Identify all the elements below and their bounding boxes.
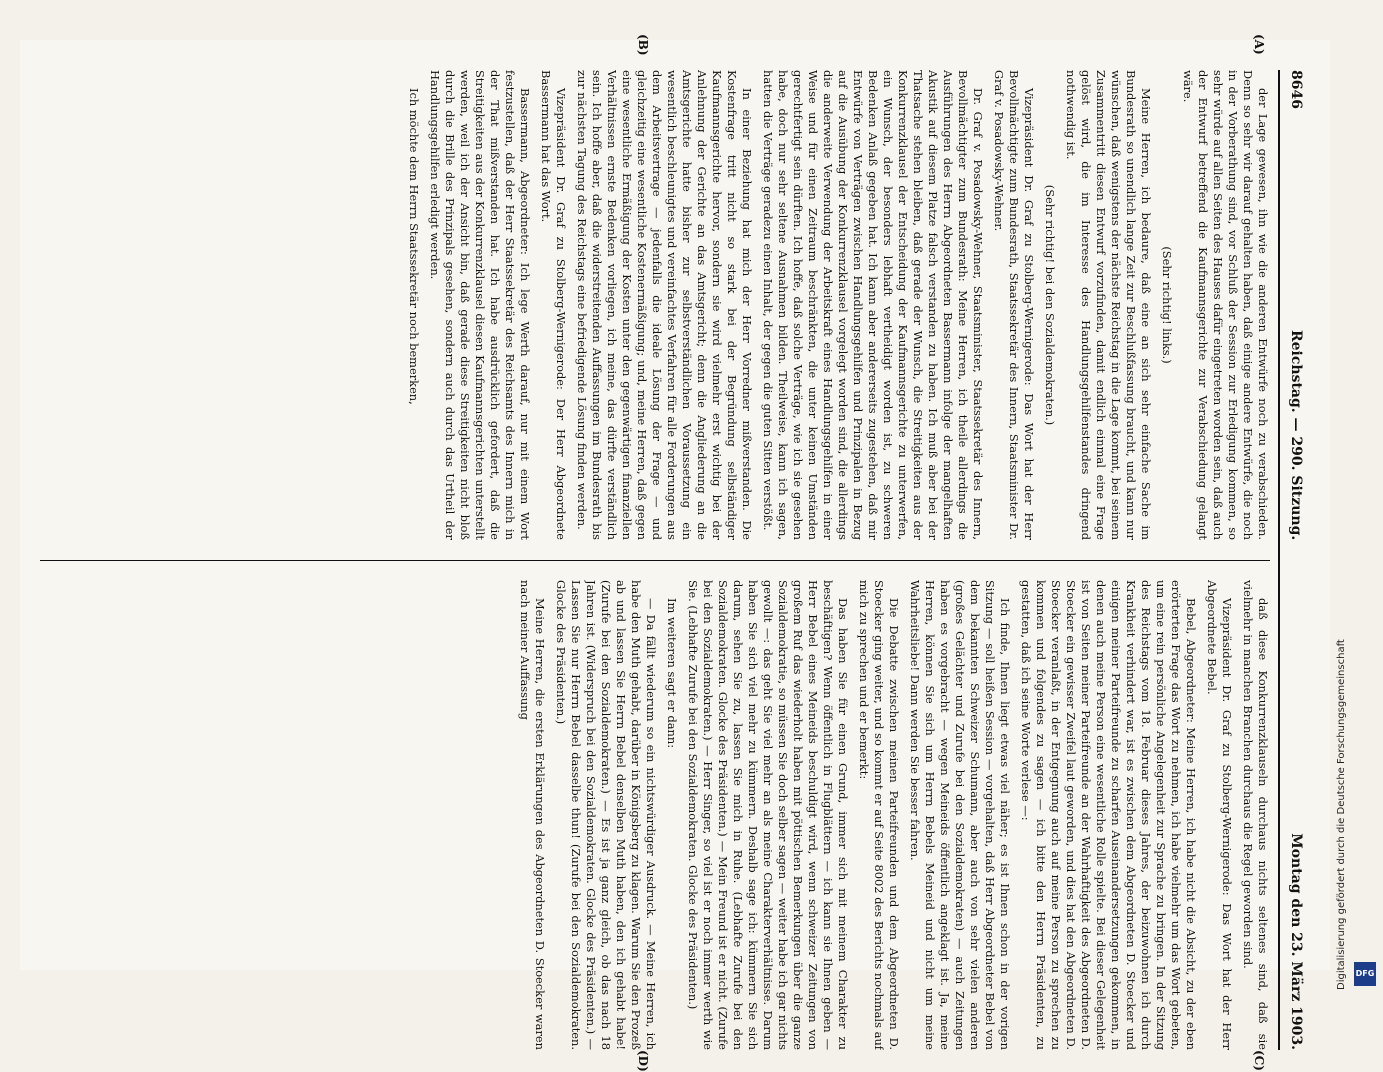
- page-number: 8646: [1288, 70, 1304, 109]
- interjection: (Sehr richtig! links.): [1160, 246, 1174, 364]
- page-header: [1278, 70, 1310, 1050]
- paragraph: Vizepräsident Dr. Graf zu Stolberg-Wernigerode: Der Herr Abgeordnete Bassermann hat das Wort.: [539, 70, 568, 540]
- margin-marker-c: (C): [1252, 1050, 1266, 1071]
- margin-marker-b: (B): [636, 34, 650, 56]
- paragraph: der Lage gewesen, ihn wie die anderen Entwürfe noch zu verabschieden. Denn so sehr wir darauf gehalten haben, daß einige andere Entwürfe, die noch in der Vorberathung sind, vor Schluß der Session zur Erledigung kommen, so sehr würde auf allen Seiten des Hauses dafür eingetreten worden sein, daß auch der Entwurf betreffend die Kaufmannsgerichte zur Verabschiedung gelangt wäre.: [1181, 70, 1270, 540]
- quotation: — Da fällt wiederum so ein nichtswürdiger Ausdruck. — Meine Herren, ich habe den Muth gehabt, darüber in Königsberg zu klagen. Warum Sie den Prozeß ab und lassen Sie Herrn Bebel denselben Muth haben, den ich gehabt habe! (Zurufe bei den Sozialdemokraten.) — Es ist ja ganz gleich, ob das nach 18 Jahren ist. (Widerspruch bei den Sozialdemokraten. Glocke des Präsidenten.) — Lassen Sie nur Herrn Bebel dasselbe thun! (Zurufe bei den Sozialdemokraten. Glocke des Präsidenten.): [554, 580, 658, 1050]
- right-text-column: [40, 580, 1270, 1050]
- paragraph: Meine Herren, die ersten Erklärungen des Abgeordneten D. Stoecker waren nach meiner Auffassung: [518, 580, 547, 1050]
- margin-marker-a: (A): [1252, 34, 1266, 55]
- quotation: Ich finde, Ihnen liegt etwas viel näher; es ist Ihnen schon in der vorigen Sitzung — soll heißen Session — vorgehalten, daß Herr Abgeordneter Bebel von dem bekannten Schweizer Schumann, aber auch von sehr vielen anderen (großes Gelächter und Zurufe bei den Sozialdemokraten) — auch Zeitungen haben es vorgebracht — wegen Meineids öffentlich angeklagt ist. Ja, meine Herren, können Sie sich um Herrn Bebels Meineid und nicht um meine Wahrheitsliebe! Dann werden Sie besser fahren.: [908, 580, 1012, 1050]
- document-page: [20, 34, 1330, 1072]
- paragraph: Dr. Graf v. Posadowsky-Wehner, Staatsminister, Staatssekretär des Innern, Bevollmächtigter zum Bundesrath: Meine Herren, ich theile allerdings die Ausführungen des Herrn Abgeordneten Bassermann infolge der mangelhaften Akustik auf diesem Platze falsch verstanden zu haben. Ich muß aber bei der Thatsache stehen bleiben, daß gerade der Wunsch, die Streitigkeiten aus der Konkurrenzklausel der Entscheidung der Kaufmannsgerichte zu unterwerfen, ein Wunsch, der besonders lebhaft vertheidigt worden ist, zu schweren Bedenken Anlaß gegeben hat. Ich kann aber andererseits zugestehen, daß mir Entwürfe von Verträgen zwischen Handlungsgehilfen und Prinzipalen in Bezug auf die Ausübung der Konkurrenzklausel vorgelegt worden sind, die allerdings die anderweite Verwendung der Arbeitskraft eines Handlungsgehilfen in einer Weise und für einen Zeitraum beschränkten, die unter keinen Umständen gerechtfertigt sein dürften. Ich hoffe, daß solche Verträge, wie ich sie gesehen habe, doch nur sehr seltene Ausnahmen bilden. Theilweise, kann ich sagen, hatten die Verträge geradezu einen Inhalt, der gegen die guten Sitten verstößt.: [761, 70, 985, 540]
- paragraph: In einer Beziehung hat mich der Herr Vorredner mißverstanden. Die Kostenfrage tritt nicht so stark bei der Begründung selbständiger Kaufmannsgerichte hervor, sondern sie wird vielmehr erst wichtig bei der Anlehnung der Gerichte an das Amtsgericht; denn die Angliederung an die Amtsgerichte hatte bisher zur selbstverständlichen Voraussetzung ein wesentlich beschleunigtes und vereinfachtes Verfahren für alle Forderungen aus dem Arbeitsvertrage — jedenfalls die ideale Lösung der Frage — und gleichzeitig eine wesentliche Kostenermäßigung; und, meine Herren, daß gegen eine wesentliche Ermäßigung der Kosten unter den gegenwärtigen finanziellen Verhältnissen ernste Bedenken vorliegen, ich meine, das dürfte verständlich sein. Ich hoffe aber, daß die widerstreitenden Auffassungen im Bundesrath bis zur nächsten Tagung des Reichstags eine befriedigende Lösung finden werden.: [575, 70, 754, 540]
- paragraph: Bassermann, Abgeordneter: Ich lege Werth darauf, nur mit einem Wort festzustellen, daß der Herr Staatssekretär des Reichsamts des Innern mich in der That mißverstanden hat. Ich habe ausdrücklich gefordert, daß die Streitigkeiten aus der Konkurrenzklausel diesen Kaufmannsgerichten unterstellt werden, weil ich der Ansicht bin, daß gerade diese Streitigkeiten nicht bloß durch die Brille des Prinzipals gesehen, sondern auch durch das Urtheil der Handlungsgehilfen erledigt werden.: [428, 70, 532, 540]
- paragraph: Im weiteren sagt er dann:: [665, 598, 679, 749]
- rotated-page-content: [0, 34, 1310, 1072]
- interjection: (Sehr richtig! bei den Sozialdemokraten.): [1043, 184, 1057, 426]
- paragraph: Die Debatte zwischen meinen Parteifreunden und dem Abgeordneten D. Stoecker ging weiter, und so kommt er auf Seite 8002 des Berichts nochmals auf mich zu sprechen und er bemerkt:: [857, 580, 901, 1050]
- quotation: Das haben Sie für einen Grund, immer sich mit meinem Charakter zu beschäftigen? Wenn öffentlich in Flugblättern — ich kann sie Ihnen geben — Herr Bebel eines Meineids beschuldigt wird, wenn schweizer Zeitungen von großem Ruf das wiederholt haben mit pöttischen Bemerkungen über die ganze Sozialdemokratie, so müssen Sie doch selber sagen — weiter habe ich gar nichts gewollt —: das geht Sie viel mehr an als meine Charakterverhältnisse. Darum haben Sie sich viel mehr zu kümmern. Deshalb sage ich: kümmern Sie sich darum, sehen Sie zu, lassen Sie mich in Ruhe. (Lebhafte Zurufe bei den Sozialdemokraten. Glocke des Präsidenten.) — Mein Freund ist er nicht. (Zurufe bei den Sozialdemokraten.) — Herr Singer, so viel ist er noch immer werth wie Sie. (Lebhafte Zurufe bei den Sozialdemokraten. Glocke des Präsidenten.): [686, 580, 850, 1050]
- digitization-credit: Digitalisierung gefördert durch die Deutsche Forschungsgemeinschaft: [1336, 639, 1347, 990]
- left-text-column: [40, 70, 1270, 540]
- margin-marker-d: (D): [636, 1050, 650, 1072]
- column-divider: [40, 560, 1270, 561]
- dfg-logo: DFG: [1354, 962, 1376, 986]
- paragraph: Meine Herren, ich bedaure, daß eine an sich sehr einfache Sache im Bundesrath so unendlich lange Zeit zur Beschlußfassung braucht, und kann nur wünschen, daß wenigstens der nächste Reichstag in die Lage kommt, bei seinem Zusammentritt diesen Entwurf vorzufinden, damit endlich einmal eine Frage gelöst wird, die im Interesse des Handlungsgehilfenstandes dringend nothwendig ist.: [1064, 70, 1153, 540]
- paragraph: daß diese Konkurrenzklauseln durchaus nichts seltenes sind, daß sie vielmehr in manchen Branchen durchaus die Regel geworden sind.: [1241, 580, 1270, 1050]
- paragraph: Bebel, Abgeordneter: Meine Herren, ich habe nicht die Absicht, zu der eben erörterten Frage das Wort zu nehmen, ich habe vielmehr um das Wort gebeten, um eine rein persönliche Angelegenheit zur Sprache zu bringen. In der Sitzung des Reichstags vom 18. Februar dieses Jahres, der beizuwohnen ich durch Krankheit verhindert war, ist es zwischen dem Abgeordneten D. Stoecker und einigen meiner Parteifreunde zu scharfen Auseinandersetzungen gekommen, in denen auch meine Person eine wesentliche Rolle spielte. Bei dieser Gelegenheit ist von Seiten meiner Parteifreunde an der Wahrhaftigkeit des Abgeordneten D. Stoecker ein gewisser Zweifel laut geworden, und dies hat den Abgeordneten D. Stoecker veranlaßt, in der Entgegnung auch auf meine Person zu sprechen zu kommen und folgendes zu sagen — ich bitte den Herrn Präsidenten, zu gestatten, daß ich seine Worte verlese —:: [1019, 580, 1198, 1050]
- session-title: Reichstag. — 290. Sitzung.: [1288, 330, 1304, 541]
- paragraph: Vizepräsident Dr. Graf zu Stolberg-Wernigerode: Das Wort hat der Herr Abgeordnete Bebel.: [1205, 580, 1234, 1050]
- session-date: Montag den 23. März 1903.: [1288, 833, 1304, 1050]
- paragraph: Ich möchte dem Herrn Staatssekretär noch bemerken,: [407, 88, 421, 405]
- paragraph: Vizepräsident Dr. Graf zu Stolberg-Wernigerode: Das Wort hat der Herr Bevollmächtigte zum Bundesrath, Staatssekretär des Innern, Staatsminister Dr. Graf v. Posadowsky-Wehner.: [992, 70, 1036, 540]
